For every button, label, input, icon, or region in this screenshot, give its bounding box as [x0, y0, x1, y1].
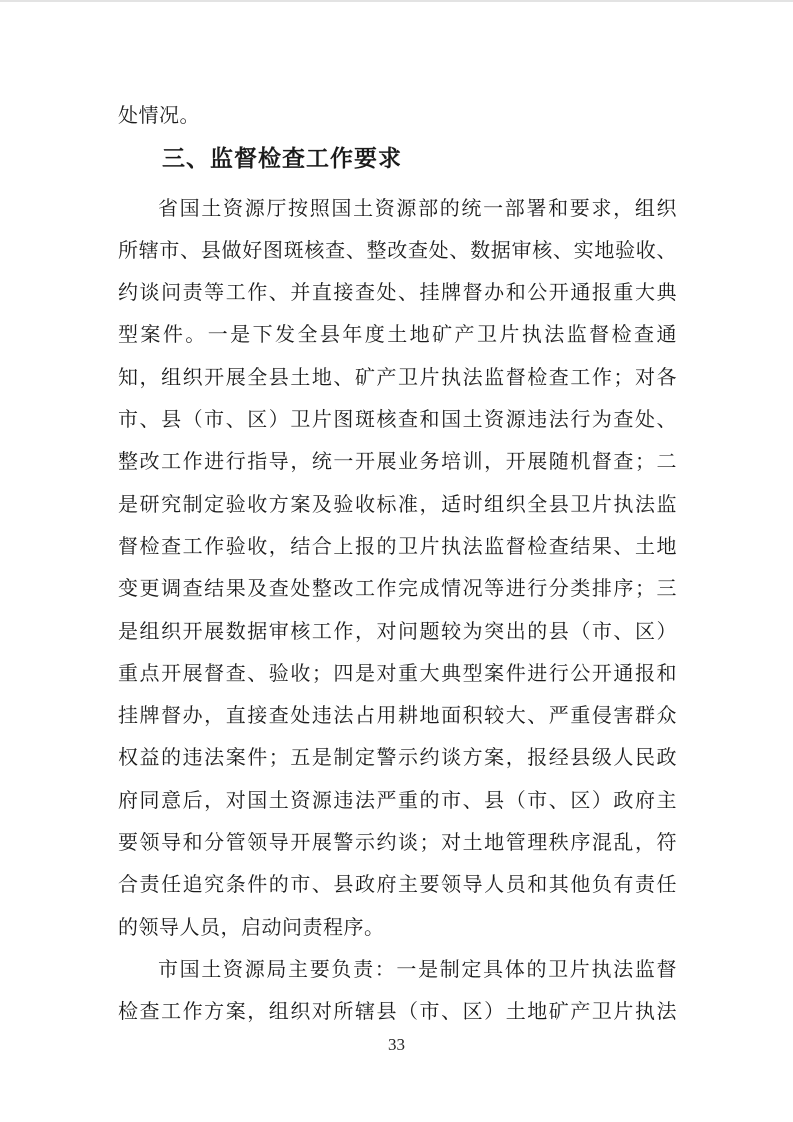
paragraphs [118, 188, 677, 1034]
content-area [118, 95, 677, 1034]
body-line: 府同意后，对国土资源违法严重的市、县（市、区）政府主 [118, 789, 677, 812]
body-line: 市、县（市、区）卫片图斑核查和国土资源违法行为查处、 [118, 409, 677, 432]
continuation-line: 处情况。 [118, 105, 200, 127]
body-line: 所辖市、县做好图斑核查、整改查处、数据审核、实地验收、 [118, 239, 677, 262]
body-line: 整改工作进行指导，统一开展业务培训，开展随机督查；二 [118, 451, 677, 474]
section-heading: 三、监督检查工作要求 [162, 145, 402, 172]
body-line: 重点开展督查、验收；四是对重大典型案件进行公开通报和 [118, 662, 677, 685]
body-line: 是组织开展数据审核工作，对问题较为突出的县（市、区） [118, 620, 677, 643]
body-line: 检查工作方案，组织对所辖县（市、区）土地矿产卫片执法 [118, 1001, 677, 1024]
page-number: 33 [388, 1035, 405, 1054]
body-line: 型案件。一是下发全县年度土地矿产卫片执法监督检查通 [118, 324, 677, 347]
body-line: 省国土资源厅按照国土资源部的统一部署和要求，组织 [158, 197, 677, 220]
body-line: 督检查工作验收，结合上报的卫片执法监督检查结果、土地 [118, 535, 677, 558]
body-line: 合责任追究条件的市、县政府主要领导人员和其他负有责任 [118, 874, 677, 897]
body-line: 权益的违法案件；五是制定警示约谈方案，报经县级人民政 [118, 747, 677, 770]
body-line: 挂牌督办，直接查处违法占用耕地面积较大、严重侵害群众 [118, 705, 677, 728]
body-line: 约谈问责等工作、并直接查处、挂牌督办和公开通报重大典 [118, 282, 677, 305]
body-line: 市国土资源局主要负责：一是制定具体的卫片执法监督 [158, 958, 677, 981]
body-line: 的领导人员，启动问责程序。 [118, 916, 385, 939]
body-line: 是研究制定验收方案及验收标准，适时组织全县卫片执法监 [118, 493, 677, 516]
body-line: 要领导和分管领导开展警示约谈；对土地管理秩序混乱，符 [118, 832, 677, 855]
body-line: 变更调查结果及查处整改工作完成情况等进行分类排序；三 [118, 578, 677, 601]
body-line: 知，组织开展全县土地、矿产卫片执法监督检查工作；对各 [118, 366, 677, 389]
